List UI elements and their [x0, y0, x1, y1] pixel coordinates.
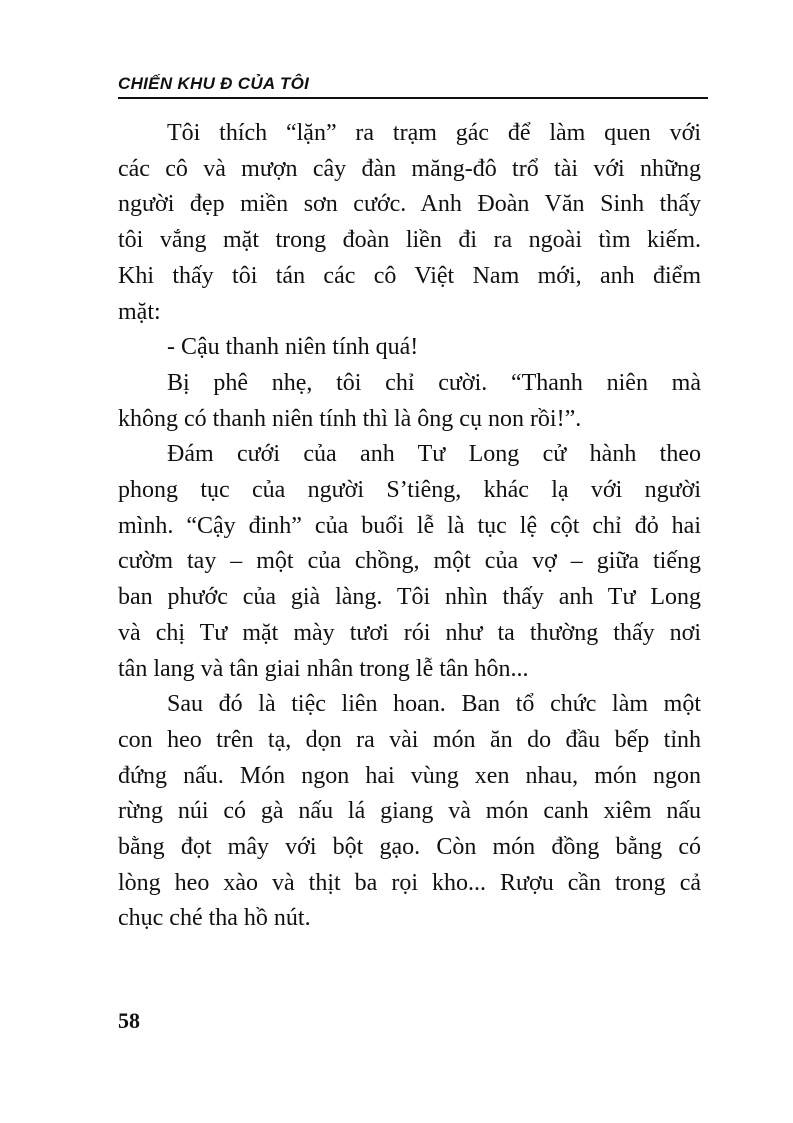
text-line: con heo trên tạ, dọn ra vài món ăn do đầu bếp tỉnh — [118, 726, 701, 753]
text-line: - Cậu thanh niên tính quá! — [167, 334, 419, 361]
text-line: Đám cưới của anh Tư Long cử hành theo — [167, 441, 701, 468]
text-line: mình. “Cậy đinh” của buổi lễ là tục lệ cột chỉ đỏ hai — [118, 512, 701, 539]
text-line: các cô và mượn cây đàn măng-đô trổ tài với những — [118, 155, 701, 182]
text-line: bằng đọt mây với bột gạo. Còn món đồng bằng có — [118, 834, 701, 861]
text-line: Khi thấy tôi tán các cô Việt Nam mới, anh điểm — [118, 262, 701, 289]
text-line: lòng heo xào và thịt ba rọi kho... Rượu cần trong cả — [118, 869, 701, 896]
paragraph — [118, 330, 701, 366]
paragraph — [118, 687, 701, 937]
text-line: cườm tay – một của chồng, một của vợ – giữa tiếng — [118, 548, 701, 575]
text-line: rừng núi có gà nấu lá giang và món canh xiêm nấu — [118, 798, 701, 825]
text-line: Bị phê nhẹ, tôi chỉ cười. “Thanh niên mà — [167, 369, 701, 396]
paragraph — [118, 116, 701, 330]
paragraph — [118, 437, 701, 687]
text-line: không có thanh niên tính thì là ông cụ non rồi!”. — [118, 405, 582, 432]
text-line: Sau đó là tiệc liên hoan. Ban tổ chức làm một — [167, 691, 701, 718]
running-header: CHIẾN KHU Đ CỦA TÔI — [118, 74, 310, 93]
page-body — [118, 116, 701, 937]
text-line: mặt: — [118, 298, 161, 325]
header-rule — [118, 97, 708, 99]
text-line: ban phước của già làng. Tôi nhìn thấy anh Tư Long — [118, 584, 701, 611]
text-line: phong tục của người S’tiêng, khác lạ với người — [118, 477, 701, 504]
paragraph — [118, 366, 701, 437]
text-line: chục ché tha hồ nút. — [118, 905, 311, 932]
text-line: đứng nấu. Món ngon hai vùng xen nhau, món ngon — [118, 762, 701, 789]
text-line: tôi vắng mặt trong đoàn liền đi ra ngoài tìm kiếm. — [118, 227, 701, 254]
text-line: và chị Tư mặt mày tươi rói như ta thường thấy nơi — [118, 619, 701, 646]
text-line: người đẹp miền sơn cước. Anh Đoàn Văn Sinh thấy — [118, 191, 701, 218]
text-line: Tôi thích “lặn” ra trạm gác để làm quen với — [167, 120, 701, 146]
text-line: tân lang và tân giai nhân trong lễ tân hôn... — [118, 655, 529, 682]
page-number: 58 — [118, 1008, 140, 1033]
